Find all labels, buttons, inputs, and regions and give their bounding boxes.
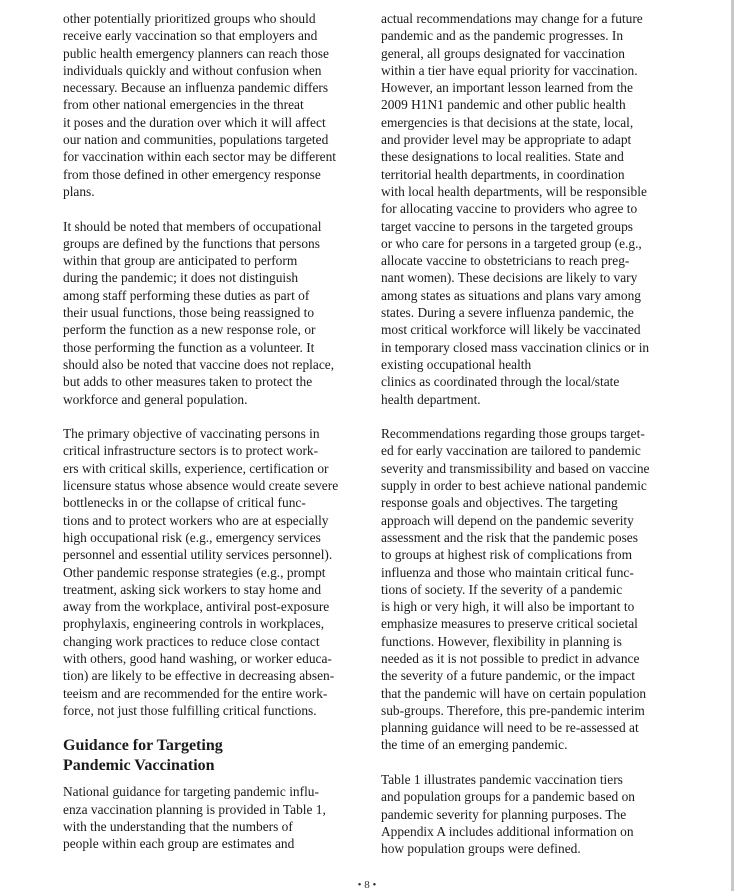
text-line: Table 1 illustrates pandemic vaccination tiers — [381, 772, 623, 788]
text-line: during the pandemic; it does not distinguish — [63, 270, 299, 286]
text-line: Appendix A includes additional information on — [381, 823, 634, 839]
text-line: emphasize measures to preserve critical societal — [381, 616, 638, 632]
text-line: from those defined in other emergency response — [63, 166, 321, 182]
text-line: tions and to protect workers who are at especially — [63, 512, 329, 528]
text-line: our nation and communities, populations targeted — [63, 132, 329, 148]
section-heading — [63, 736, 361, 776]
text-line: how population groups were defined. — [381, 841, 581, 857]
text-line: workforce and general population. — [63, 391, 248, 407]
paragraph-table-1 — [381, 771, 681, 857]
text-line: bottlenecks in or the collapse of critical func- — [63, 495, 306, 511]
text-line: with others, good hand washing, or worker educa- — [63, 650, 332, 666]
text-line: these designations to local realities. State and — [381, 149, 624, 165]
text-line: public health emergency planners can reach those — [63, 45, 329, 61]
text-line: However, an important lesson learned from the — [381, 80, 633, 96]
text-line: within a tier have equal priority for vaccination. — [381, 62, 638, 78]
text-line: plans. — [63, 183, 95, 199]
text-line: with the understanding that the numbers of — [63, 819, 293, 835]
text-line: necessary. Because an influenza pandemic differs — [63, 80, 329, 96]
text-line: actual recommendations may change for a future — [381, 11, 643, 26]
text-line: It should be noted that members of occupational — [63, 218, 322, 234]
text-line: The primary objective of vaccinating persons in — [63, 426, 320, 442]
text-line: functions. However, flexibility in planning is — [381, 633, 622, 649]
text-line: pandemic severity for planning purposes. The — [381, 806, 627, 822]
text-line: assessment and the risk that the pandemic poses — [381, 529, 638, 545]
text-line: is high or very high, it will also be important to — [381, 599, 635, 615]
text-line: teeism and are recommended for the entire work- — [63, 685, 328, 701]
paragraph-national-guidance — [63, 783, 361, 852]
text-line: ers with critical skills, experience, certification or — [63, 460, 329, 476]
text-line: response goals and objectives. The targeting — [381, 495, 618, 511]
paragraph-actual-recommendations — [381, 10, 681, 408]
text-line: groups are defined by the functions that persons — [63, 235, 320, 251]
text-line: and population groups for a pandemic based on — [381, 789, 635, 805]
text-line: existing occupational health — [381, 356, 532, 372]
paragraph-prioritized-groups — [63, 10, 361, 200]
text-line: or who care for persons in a targeted group (e.g., — [381, 235, 642, 251]
text-line: Recommendations regarding those groups target- — [381, 426, 645, 442]
text-line: states. During a severe influenza pandemic, the — [381, 305, 634, 321]
paragraph-recommendations-targeting — [381, 425, 681, 754]
text-line: critical infrastructure sectors is to protect work- — [63, 443, 319, 459]
text-line: for vaccination within each sector may be different — [63, 149, 337, 165]
text-line: prophylaxis, engineering controls in workplaces, — [63, 616, 325, 632]
text-line: enza vaccination planning is provided in Table 1, — [63, 801, 326, 817]
text-line: severity and transmissibility and based on vaccine — [381, 460, 650, 476]
text-line: treatment, asking sick workers to stay home and — [63, 581, 322, 597]
text-line: personnel and essential utility services personnel). — [63, 547, 333, 563]
text-line: that the pandemic will have on certain population — [381, 685, 647, 701]
text-line: emergencies is that decisions at the state, local, — [381, 114, 634, 130]
text-line: other potentially prioritized groups who should — [63, 11, 316, 26]
text-line: within that group are anticipated to perform — [63, 253, 298, 269]
text-line: supply in order to best achieve national pandemic — [381, 478, 647, 494]
text-line: from other national emergencies in the threat — [63, 97, 304, 113]
text-line: individuals quickly and without confusion when — [63, 62, 322, 78]
text-line: with local health departments, will be responsible — [381, 183, 647, 199]
text-line: territorial health departments, in coordination — [381, 166, 625, 182]
text-line: National guidance for targeting pandemic influ- — [63, 784, 319, 800]
text-line: should also be noted that vaccine does not replace, — [63, 356, 335, 372]
text-line: most critical workforce will likely be vaccinated — [381, 322, 641, 338]
text-line: high occupational risk (e.g., emergency services — [63, 529, 321, 545]
text-line: the time of an emerging pandemic. — [381, 737, 568, 753]
text-line: Guidance for Targeting — [63, 737, 223, 755]
text-line: changing work practices to reduce close contact — [63, 633, 320, 649]
text-line: planning guidance will need to be re-assessed at — [381, 720, 639, 736]
text-line: force, not just those fulfilling critical functions. — [63, 702, 317, 718]
text-line: to groups at highest risk of complications from — [381, 547, 633, 563]
text-line: perform the function as a new response role, or — [63, 322, 316, 338]
text-line: influenza and those who maintain critical func- — [381, 564, 634, 580]
paragraph-occupational-groups — [63, 218, 361, 408]
text-line: general, all groups designated for vaccination — [381, 45, 625, 61]
text-line: target vaccine to persons in the targeted groups — [381, 218, 633, 234]
text-line: licensure status whose absence would create severe — [63, 478, 339, 494]
text-line: for allocating vaccine to providers who agree to — [381, 201, 638, 217]
text-line: Other pandemic response strategies (e.g., prompt — [63, 564, 326, 580]
text-line: Pandemic Vaccination — [63, 757, 215, 775]
text-line: receive early vaccination so that employers and — [63, 28, 318, 44]
text-line: those performing the function as a volunteer. It — [63, 339, 315, 355]
text-line: and provider level may be appropriate to adapt — [381, 132, 632, 148]
text-line: but adds to other measures taken to protect the — [63, 374, 313, 390]
text-line: allocate vaccine to obstetricians to reach preg- — [381, 253, 630, 269]
text-line: 2009 H1N1 pandemic and other public health — [381, 97, 626, 113]
text-line: tions of society. If the severity of a pandemic — [381, 581, 623, 597]
text-line: sub-groups. Therefore, this pre-pandemic interim — [381, 702, 645, 718]
page-number: • 8 • — [357, 879, 377, 891]
text-line: clinics as coordinated through the local/state — [381, 374, 620, 390]
text-line: health department. — [381, 391, 481, 407]
text-line: ed for early vaccination are tailored to pandemic — [381, 443, 641, 459]
text-line: in temporary closed mass vaccination clinics or in — [381, 339, 650, 355]
text-line: approach will depend on the pandemic severity — [381, 512, 634, 528]
right-column — [381, 10, 681, 875]
paragraph-primary-objective — [63, 425, 361, 719]
text-line: it poses and the duration over which it will affect — [63, 114, 326, 130]
text-line: nant women). These decisions are likely to vary — [381, 270, 638, 286]
text-line: among staff performing these duties as part of — [63, 287, 310, 303]
text-line: the severity of a future pandemic, or the impact — [381, 668, 635, 684]
text-line: needed as it is not possible to predict in advance — [381, 650, 640, 666]
text-line: among states as situations and plans vary among — [381, 287, 641, 303]
left-column — [63, 10, 361, 870]
text-line: tion) are likely to be effective in decreasing absen- — [63, 668, 335, 684]
text-line: their usual functions, those being reassigned to — [63, 305, 315, 321]
text-line: people within each group are estimates and — [63, 836, 295, 852]
text-line: away from the workplace, antiviral post-exposure — [63, 599, 330, 615]
text-line: pandemic and as the pandemic progresses. In — [381, 28, 624, 44]
